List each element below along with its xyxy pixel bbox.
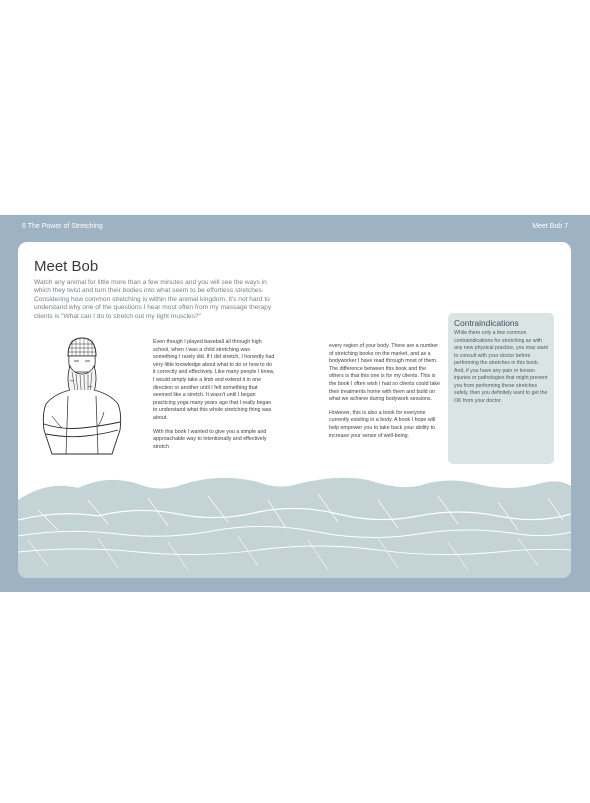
mountain-illustration — [18, 470, 571, 578]
intro-paragraph: Watch any animal for little more than a few minutes and you will see the ways in which they twist and turn their bodies into what seem to be effortless stretches. Considering how common stretching is within the animal kingdom, it's not hard to understand why one of the questions I hear most often from my massage therapy clients is "What can I do to stretch out my tight muscles?" — [34, 279, 272, 320]
contraindications-title: Contraindications — [454, 318, 519, 328]
bob-illustration — [32, 334, 132, 462]
contraindications-text: While there only a few common contraindications for stretching as with any new physical practice, you may want to consult with your doctor before performing the stretches in this book. And, if you have any pain or known injuries or pathologies that might prevent you from performing these stretches safely, then you definitely want to get the OK from your doctor. — [454, 330, 548, 404]
body-paragraph: every region of your body. There are a number of stretching books on the market, and as a bodyworker I have read through most of them. The difference between this book and the others is that this one is for my clients. This is the book I often wish I had so clients could take their treatments home with them and build on what we achieve during bodywork sessions. — [329, 343, 441, 403]
body-column-2 — [329, 343, 441, 446]
right-running-header: Meet Bob 7 — [532, 223, 568, 230]
body-paragraph: Even though I played baseball all through high school, when I was a child stretching was something I rarely did. If I did stretch, I honestly had very little knowledge about what to do or how to do it correctly and effectively. Like many people I knew, I would simply take a limb and extend it in one direction or another until I felt something that seemed like a stretch. It wasn't until I began practicing yoga many years ago that I really began to understand what this whole stretching thing was about. — [153, 339, 275, 421]
body-column-1 — [153, 339, 275, 457]
section-title: Meet Bob — [34, 258, 99, 275]
left-running-header: 6 The Power of Stretching — [22, 223, 103, 230]
contraindications-box — [448, 313, 554, 464]
page-content — [18, 242, 571, 578]
body-paragraph: However, this is also a book for everyone currently existing in a body. A book I hope will help empower you to take back your ability to increase your sense of well-being. — [329, 409, 436, 439]
body-paragraph: With this book I wanted to give you a simple and approachable way to intentionally and effectively stretch — [153, 428, 267, 450]
